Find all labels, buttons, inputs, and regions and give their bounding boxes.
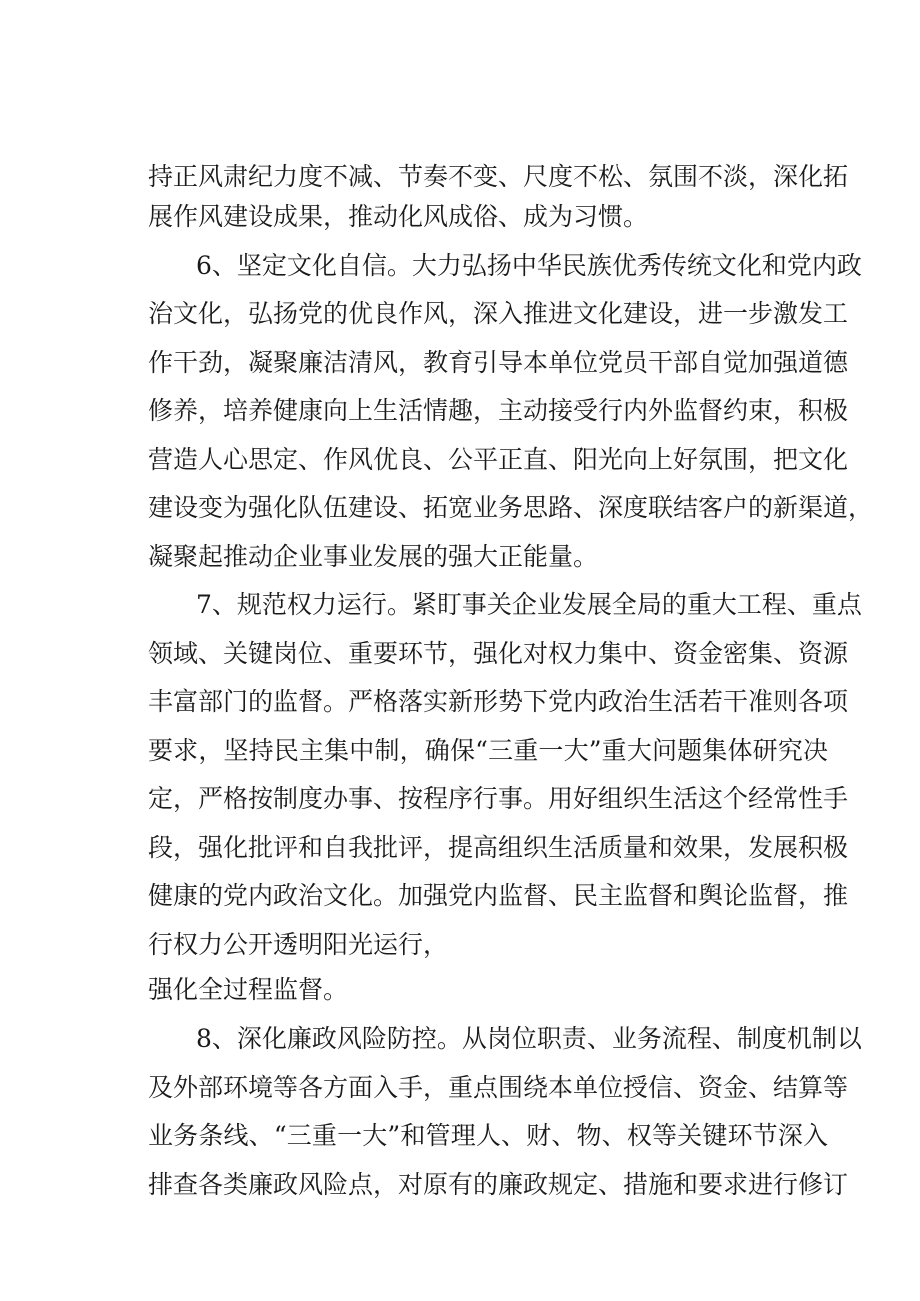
text-line: 业务条线、“三重一大”和管理人、财、物、权等关键环节深入 [148,1121,828,1150]
paragraph-8-heading-line: 8、深化廉政风险防控。从岗位职责、业务流程、制度机制以 [196,1024,862,1053]
text-line: 持正风肃纪力度不减、节奏不变、尺度不松、氛围不淡，深化拓 [148,162,849,191]
paragraph-7-heading-line: 7、规范权力运行。紧盯事关企业发展全局的重大工程、重点 [196,590,862,619]
text-line: 强化全过程监督。 [148,975,349,1004]
text-line: 建设变为强化队伍建设、拓宽业务思路、深度联结客户的新渠道， [148,493,874,522]
text-line: 领域、关键岗位、重要环节，强化对权力集中、资金密集、资源 [148,639,849,668]
text-line: 修养，培养健康向上生活情趣，主动接受行内外监督约束，积极 [148,396,849,425]
text-line: 要求，坚持民主集中制，确保“三重一大”重大问题集体研究决 [148,736,828,765]
text-line: 定，严格按制度办事、按程序行事。用好组织生活这个经常性手 [148,784,849,813]
text-line: 行权力公开透明阳光运行， [148,930,449,959]
text-line: 作干劲，凝聚廉洁清风，教育引导本单位党员干部自觉加强道德 [148,348,849,377]
text-line: 凝聚起推动企业事业发展的强大正能量。 [148,542,599,571]
text-line: 营造人心思定、作风优良、公平正直、阳光向上好氛围，把文化 [148,445,849,474]
text-line: 段，强化批评和自我批评，提高组织生活质量和效果，发展积极 [148,833,849,862]
text-line: 治文化，弘扬党的优良作风，深入推进文化建设，进一步激发工 [148,299,849,328]
text-line: 展作风建设成果，推动化风成俗、成为习惯。 [148,202,649,231]
text-line: 排查各类廉政风险点，对原有的廉政规定、措施和要求进行修订 [148,1170,849,1199]
text-line: 健康的党内政治文化。加强党内监督、民主监督和舆论监督，推 [148,881,849,910]
text-line: 及外部环境等各方面入手，重点围绕本单位授信、资金、结算等 [148,1073,849,1102]
paragraph-6-heading-line: 6、坚定文化自信。大力弘扬中华民族优秀传统文化和党内政 [196,251,862,280]
text-line: 丰富部门的监督。严格落实新形势下党内政治生活若干准则各项 [148,687,849,716]
